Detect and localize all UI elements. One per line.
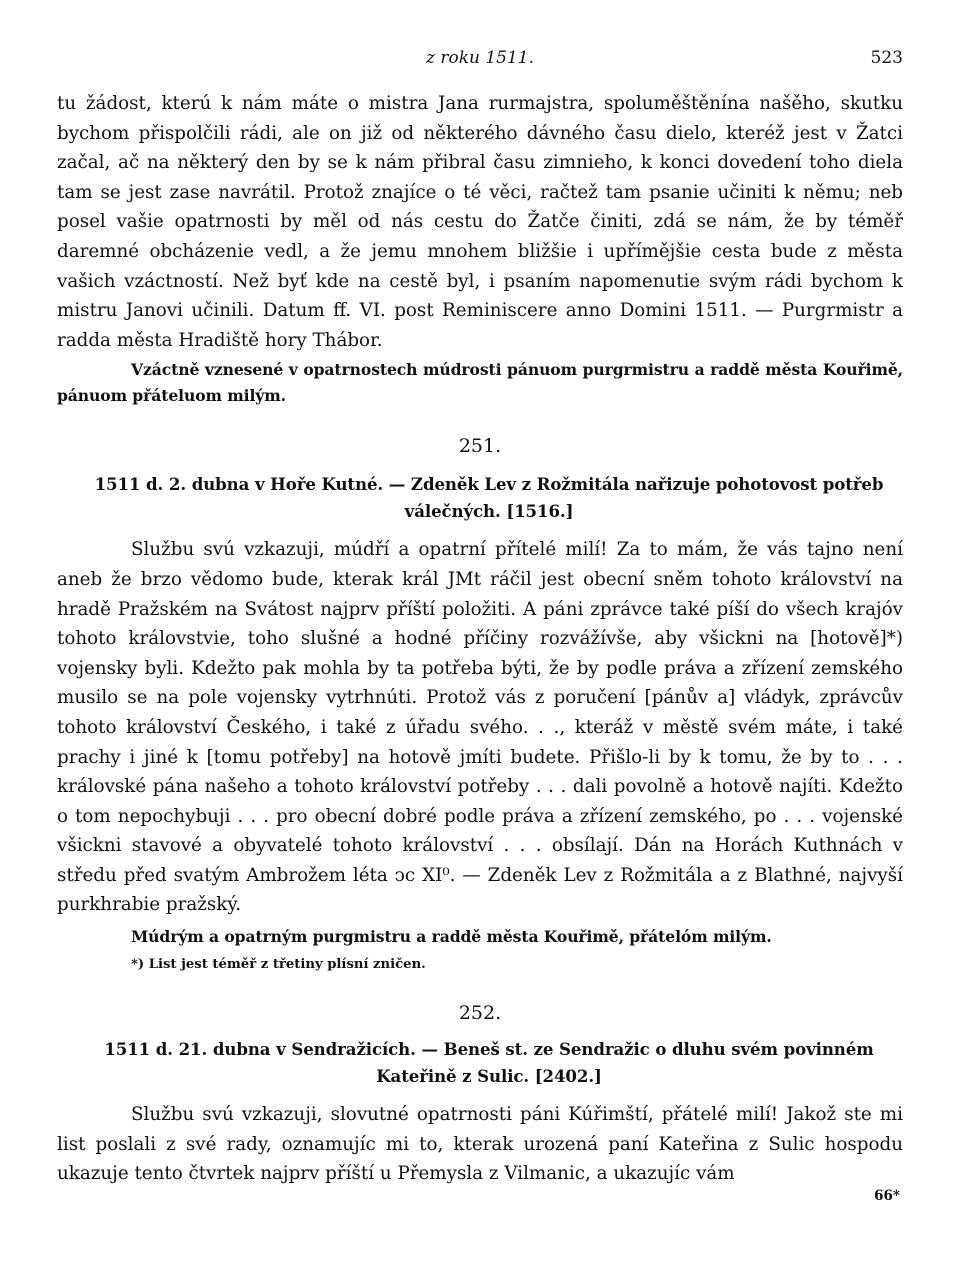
continuation-address: Vzáctně vznesené v opatrnostech múdrosti pánuom purgrmistru a raddě města Kouřimě, pánuom přáteluom milým.: [57, 360, 903, 406]
regest-251: 1511 d. 2. dubna v Hoře Kutné. — Zdeněk Lev z Rožmitála nařizuje pohotovost potřeb válečných. [1516.]: [94, 474, 884, 522]
page-number: 523: [870, 48, 903, 68]
continuation-text: tu žádost, kterú k nám máte o mistra Jana rurmajstra, spoluměštěnína našěho, skutku bychom přispolčili rádi, ale on již od některého dávného času dielo, kteréž jest v Žatci začal, ač na některý den by se k nám přibral času zimnieho, k konci dovedení toho diela tam se jest zase navrátil. Protož znajíce o té věci, račtež tam psanie učiniti k němu; neb posel vašie opatrnosti by měl od nás cestu do Žatče činiti, zdá se nám, že by téměř daremné obcházenie vedl, a že jemu mnohem bližšie i upřímějšie cesta bude z města vašich vzáctností. Než byť kde na cestě byl, i psaním napomenutie svým rádi bychom k mistru Janovi učinili. Datum ff. VI. post Reminiscere anno Domini 1511. — Purgrmistr a radda města Hradiště hory Thábor.: [57, 93, 903, 351]
document-number-251: 251.: [458, 435, 502, 458]
letter-address-251: Múdrým a opatrným purgmistru a raddě města Kouřimě, přátelóm milým.: [131, 927, 772, 947]
signature-mark: 66*: [874, 1188, 900, 1204]
letter-text-252: Službu svú vzkazuji, slovutné opatrnosti páni Kúřimští, přátelé milí! Jakož ste mi list poslali z své rady, oznamujíc mi to, kterak urozená paní Kateřina z Sulic hospodu ukazuje tento čtvrtek najprv příští u Přemysla z Vilmanic, a ukazujíc vám: [57, 1104, 903, 1185]
page-header: [57, 40, 903, 76]
document-page: [57, 40, 903, 1189]
regest-252: 1511 d. 21. dubna v Sendražicích. — Beneš st. ze Sendražic o dluhu svém povinném Kateřině z Sulic. [2402.]: [104, 1039, 874, 1087]
running-title: z roku 1511.: [425, 48, 535, 68]
document-number-252: 252.: [458, 1002, 502, 1025]
footnote-251: *) List jest téměř z třetiny plísní zničen.: [131, 957, 426, 973]
letter-text-251: Službu svú vzkazuji, múdří a opatrní přítelé milí! Za to mám, že vás tajno není aneb že brzo vědomo bude, kterak král JMt ráčil jest obecní sněm tohoto království na hradě Pražském na Svátost najprv příští položiti. A páni zprávce také píší do všech krajóv tohoto královstvie, toho slušné a hodné příčiny rozvážívše, aby všickni na [hotově]*) vojensky byli. Kdežto pak mohla by ta potřeba býti, že by podle práva a zřízení zemského musilo se na pole vojensky vytrhnúti. Protož vás z poručení [pánův a] vládyk, zprávcův tohoto království Českého, i také z úřadu svého. . ., kteráž v městě svém máte, i také prachy i jiné k [tomu potřeby] na hotově jmíti budete. Přišlo-li by k tomu, že by to . . . královské pána našeho a tohoto království potřeby . . . dali povolně a hotově najíti. Kdežto o tom nepochybuji . . . pro obecní dobré podle práva a zřízení zemského, po . . . vojenské všickni stavové a obyvatelé tohoto království . . . obsílají. Dán na Horách Kuthnách v středu před svatým Ambrožem léta ↄc XI⁰. — Zdeněk Lev z Rožmitála a z Blathné, najvyší purkhrabie pražský.: [57, 539, 903, 916]
